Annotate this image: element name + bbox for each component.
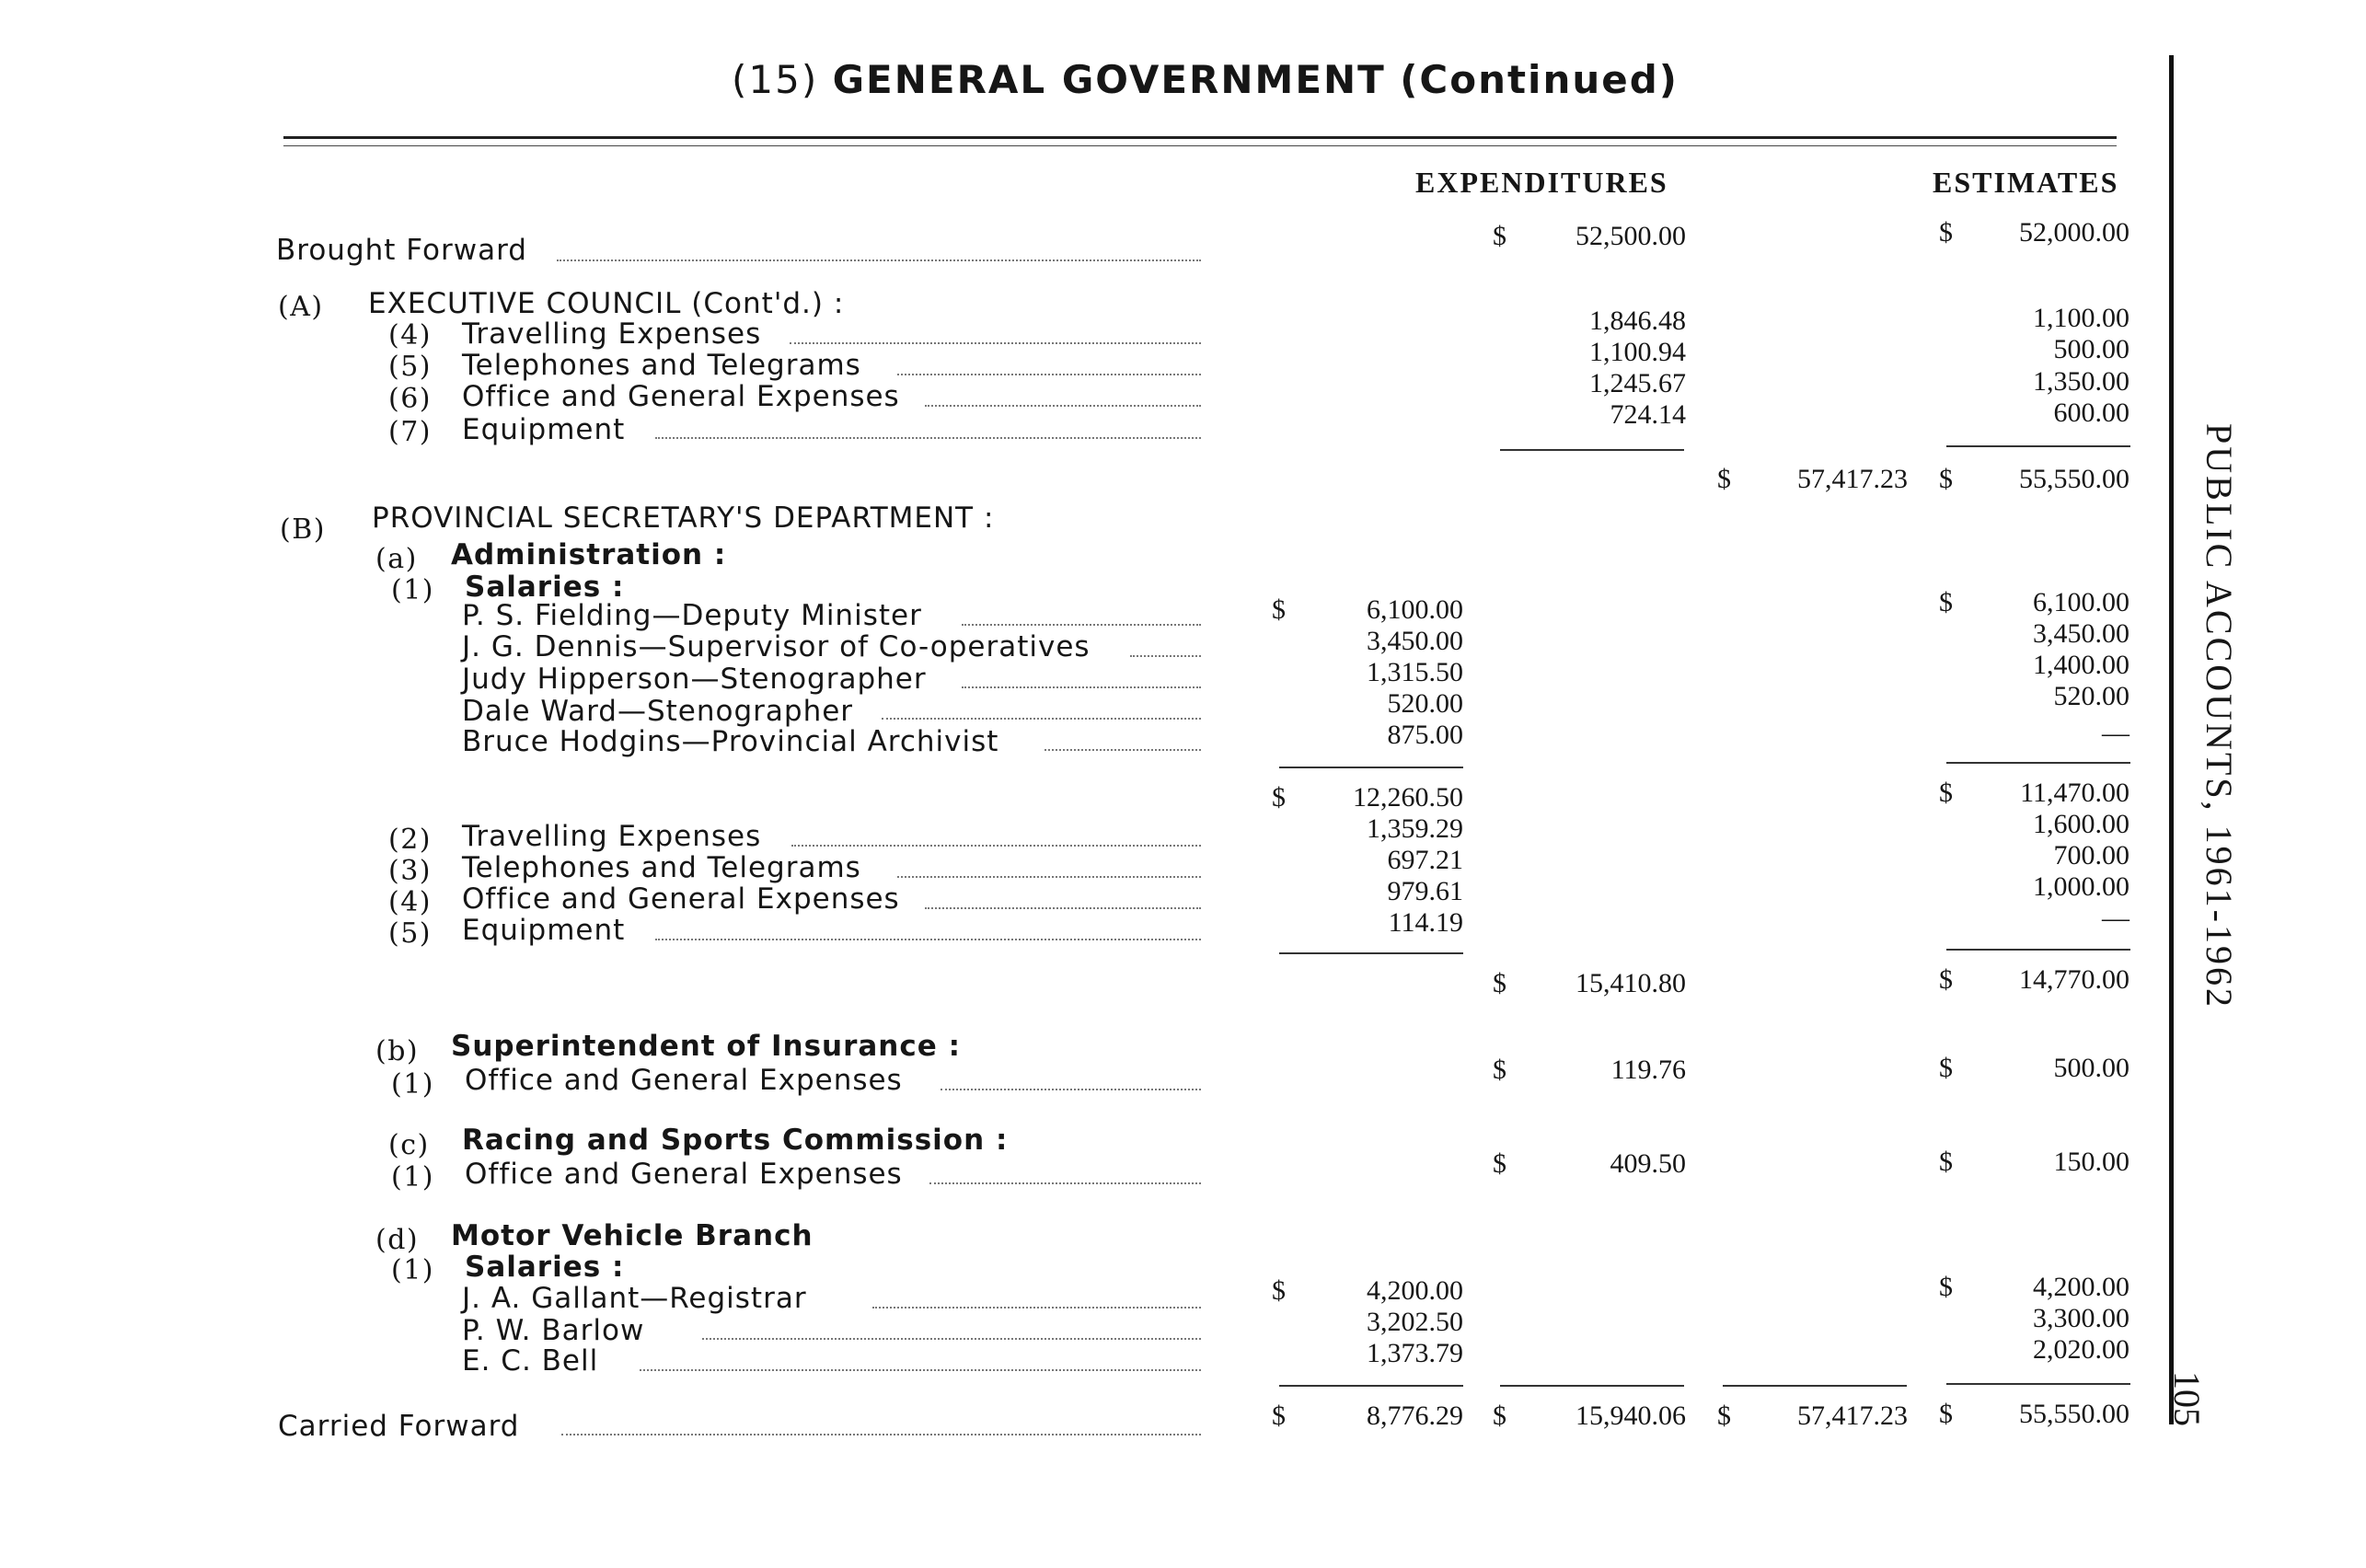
dollar-sign: $: [1717, 1401, 1731, 1431]
total-rule: [1500, 1385, 1684, 1387]
estimate-value: 600.00: [2053, 398, 2129, 428]
item-number: (6): [388, 383, 432, 415]
staff-name: J. A. Gallant—Registrar: [462, 1282, 807, 1315]
leader-dots: [897, 374, 1201, 375]
leader-dots: [941, 1089, 1201, 1090]
carried-forward-col2: 15,940.06: [1575, 1401, 1686, 1431]
leader-dots: [790, 342, 1201, 344]
salaries-title: Salaries :: [465, 1251, 625, 1284]
expenditure-value: 114.19: [1388, 907, 1463, 938]
leader-dots: [897, 876, 1201, 878]
expenditure-value: 1,315.50: [1367, 657, 1463, 687]
expenditure-value: 409.50: [1610, 1148, 1686, 1179]
margin-rule: [2169, 55, 2174, 1424]
dollar-sign: $: [1272, 1275, 1286, 1306]
staff-name: P. W. Barlow: [462, 1314, 645, 1347]
section-title: PROVINCIAL SECRETARY'S DEPARTMENT :: [372, 502, 995, 535]
leader-dots: [929, 1182, 1201, 1184]
header-rule: [283, 136, 2117, 139]
leader-dots: [925, 405, 1201, 407]
subsection-letter: (b): [375, 1035, 420, 1067]
item-number: (5): [388, 351, 432, 383]
expenditure-value: 1,100.94: [1589, 337, 1686, 367]
dollar-sign: $: [1939, 217, 1953, 248]
expenditure-value: 979.61: [1387, 876, 1463, 906]
estimate-value: 6,100.00: [2033, 587, 2129, 617]
page-title: (15) GENERAL GOVERNMENT (Continued): [732, 57, 1679, 102]
total-rule: [1279, 1385, 1463, 1387]
subtotal-rule: [1279, 952, 1463, 954]
subtotal-rule: [1279, 767, 1463, 768]
section-letter: (A): [278, 291, 324, 323]
estimate-value: 520.00: [2053, 681, 2129, 711]
header-rule-thin: [283, 145, 2117, 146]
expenditures-header: EXPENDITURES: [1415, 166, 1668, 199]
total-rule: [1946, 1383, 2130, 1385]
subsection-title: Superintendent of Insurance :: [451, 1030, 961, 1063]
estimate-value: 1,600.00: [2033, 809, 2129, 839]
expenditure-value: 4,200.00: [1367, 1275, 1463, 1306]
expenditure-value: 6,100.00: [1367, 594, 1463, 625]
estimate-value: 700.00: [2053, 840, 2129, 870]
estimate-value: 2,020.00: [2033, 1334, 2129, 1365]
leader-dots: [655, 437, 1201, 439]
administration-total-estimate: 14,770.00: [2019, 964, 2129, 995]
dollar-sign: $: [1939, 1272, 1953, 1302]
dollar-sign: $: [1939, 587, 1953, 617]
staff-name: E. C. Bell: [462, 1344, 599, 1378]
estimate-value: 3,450.00: [2033, 618, 2129, 649]
brought-forward-label: Brought Forward: [276, 234, 527, 267]
subtotal-rule: [1946, 762, 2130, 764]
dollar-sign: $: [1939, 778, 1953, 808]
estimate-value: 1,000.00: [2033, 871, 2129, 902]
page-number: 105: [2166, 1371, 2208, 1426]
item-label: Office and General Expenses: [462, 380, 900, 413]
dollar-sign: $: [1272, 782, 1286, 813]
dollar-sign: $: [1939, 964, 1953, 995]
subsection-letter: (d): [375, 1224, 420, 1256]
subtotal-rule: [1500, 449, 1684, 451]
dollar-sign: $: [1272, 594, 1286, 625]
estimate-value: —: [2102, 903, 2129, 933]
dollar-sign: $: [1493, 1401, 1506, 1431]
dollar-sign: $: [1493, 1148, 1506, 1179]
staff-name: Dale Ward—Stenographer: [462, 695, 854, 728]
subsection-letter: (a): [375, 543, 418, 575]
item-number: (4): [388, 319, 432, 352]
dollar-sign: $: [1272, 1401, 1286, 1431]
item-label: Telephones and Telegrams: [462, 851, 861, 884]
estimate-value: 150.00: [2053, 1147, 2129, 1177]
salaries-title: Salaries :: [465, 571, 625, 604]
item-number: (7): [388, 416, 432, 448]
dollar-sign: $: [1493, 968, 1506, 998]
expenditure-value: 875.00: [1387, 720, 1463, 750]
leader-dots: [962, 686, 1201, 688]
item-number: (1): [391, 574, 434, 606]
subsection-title: Motor Vehicle Branch: [451, 1219, 814, 1252]
salaries-total-expenditure: 12,260.50: [1353, 782, 1463, 813]
salaries-total-estimate: 11,470.00: [2020, 778, 2129, 808]
leader-dots: [791, 845, 1201, 847]
item-label: Travelling Expenses: [462, 317, 762, 351]
staff-name: P. S. Fielding—Deputy Minister: [462, 599, 922, 632]
estimates-header: ESTIMATES: [1933, 166, 2119, 199]
administration-total-expenditure: 15,410.80: [1575, 968, 1686, 998]
leader-dots: [702, 1338, 1201, 1340]
leader-dots: [1130, 655, 1201, 657]
item-number: (1): [391, 1254, 434, 1286]
estimate-value: 3,300.00: [2033, 1303, 2129, 1333]
dollar-sign: $: [1939, 1399, 1953, 1429]
dollar-sign: $: [1493, 221, 1506, 251]
dollar-sign: $: [1717, 464, 1731, 494]
leader-dots: [655, 939, 1201, 940]
estimate-value: 1,100.00: [2033, 303, 2129, 333]
subtotal-rule: [1946, 949, 2130, 951]
subsection-title: Administration :: [451, 538, 727, 571]
expenditure-value: 520.00: [1387, 688, 1463, 719]
leader-dots: [1045, 749, 1201, 751]
carried-forward-col4: 55,550.00: [2019, 1399, 2129, 1429]
item-label: Travelling Expenses: [462, 820, 762, 853]
estimate-value: 500.00: [2053, 334, 2129, 364]
dollar-sign: $: [1939, 1147, 1953, 1177]
staff-name: Judy Hipperson—Stenographer: [462, 663, 927, 696]
item-number: (2): [388, 824, 432, 856]
leader-dots: [561, 1434, 1201, 1435]
dollar-sign: $: [1939, 1053, 1953, 1083]
estimate-value: 1,350.00: [2033, 366, 2129, 397]
expenditure-value: 1,373.79: [1367, 1338, 1463, 1368]
carried-forward-label: Carried Forward: [278, 1410, 520, 1443]
item-label: Office and General Expenses: [465, 1064, 903, 1097]
expenditure-value: 697.21: [1387, 845, 1463, 875]
estimate-value: —: [2102, 718, 2129, 748]
leader-dots: [882, 718, 1201, 720]
item-label: Equipment: [462, 413, 626, 446]
expenditure-value: 1,245.67: [1589, 368, 1686, 398]
leader-dots: [872, 1307, 1201, 1309]
expenditure-value: 724.14: [1610, 399, 1686, 430]
item-label: Office and General Expenses: [465, 1158, 903, 1191]
leader-dots: [557, 259, 1201, 261]
item-number: (1): [391, 1161, 434, 1193]
expenditure-value: 1,846.48: [1589, 306, 1686, 336]
expenditure-value: 3,450.00: [1367, 626, 1463, 656]
item-label: Equipment: [462, 914, 626, 947]
estimate-value: 500.00: [2053, 1053, 2129, 1083]
section-letter: (B): [280, 513, 326, 546]
dollar-sign: $: [1939, 464, 1953, 494]
item-number: (1): [391, 1068, 434, 1101]
brought-forward-estimate: 52,000.00: [2019, 217, 2129, 248]
expenditure-value: 119.76: [1610, 1055, 1686, 1085]
item-number: (4): [388, 886, 432, 918]
leader-dots: [925, 907, 1201, 909]
item-label: Office and General Expenses: [462, 882, 900, 916]
leader-dots: [962, 624, 1201, 626]
estimate-value: 4,200.00: [2033, 1272, 2129, 1302]
staff-name: J. G. Dennis—Supervisor of Co-operatives: [462, 630, 1091, 663]
running-title: PUBLIC ACCOUNTS, 1961-1962: [2199, 423, 2240, 1009]
staff-name: Bruce Hodgins—Provincial Archivist: [462, 725, 999, 758]
item-label: Telephones and Telegrams: [462, 349, 861, 382]
leader-dots: [640, 1369, 1201, 1371]
estimate-value: 1,400.00: [2033, 650, 2129, 680]
subtotal-rule: [1946, 445, 2130, 447]
subsection-title: Racing and Sports Commission :: [462, 1124, 1009, 1157]
executive-total-expenditure: 57,417.23: [1797, 464, 1908, 494]
carried-forward-col3: 57,417.23: [1797, 1401, 1908, 1431]
item-number: (5): [388, 917, 432, 950]
total-rule: [1723, 1385, 1907, 1387]
item-number: (3): [388, 855, 432, 887]
brought-forward-expenditure: 52,500.00: [1575, 221, 1686, 251]
expenditure-value: 1,359.29: [1367, 813, 1463, 844]
carried-forward-col1: 8,776.29: [1367, 1401, 1463, 1431]
executive-total-estimate: 55,550.00: [2019, 464, 2129, 494]
expenditure-value: 3,202.50: [1367, 1307, 1463, 1337]
dollar-sign: $: [1493, 1055, 1506, 1085]
subsection-letter: (c): [388, 1129, 430, 1161]
section-title: EXECUTIVE COUNCIL (Cont'd.) :: [368, 287, 845, 320]
